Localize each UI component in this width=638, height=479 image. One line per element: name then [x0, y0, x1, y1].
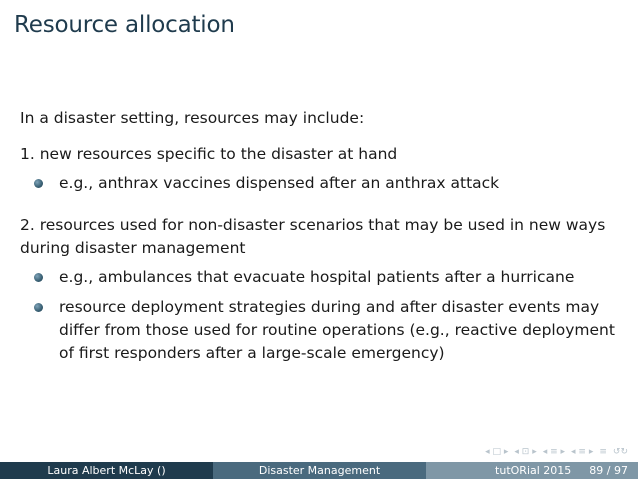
- nav-search-icon[interactable]: ↺↻: [612, 447, 628, 457]
- bullet-icon: [34, 273, 43, 282]
- bullet-icon: [34, 179, 43, 188]
- nav-align-icon[interactable]: ≡: [599, 447, 607, 457]
- bullet-text: e.g., anthrax vaccines dispensed after an anthrax attack: [59, 174, 500, 192]
- nav-slide-icon[interactable]: ◂ ≡ ▸: [571, 447, 594, 457]
- nav-frame-icon[interactable]: ◂ □ ▸: [485, 447, 509, 457]
- list-item-1: 1. new resources specific to the disaster at hand: [20, 145, 398, 163]
- bullet-item: [20, 266, 624, 289]
- bullet-item: [20, 172, 624, 195]
- list-item-2: 2. resources used for non-disaster scenarios that may be used in new ways during disaster management: [20, 216, 606, 257]
- slide-footer: [0, 462, 638, 479]
- bullet-item: [20, 296, 624, 365]
- slide-title: Resource allocation: [14, 12, 235, 38]
- nav-subsection-icon[interactable]: ◂ ⊡ ▸: [514, 447, 537, 457]
- footer-right: [426, 462, 638, 479]
- footer-venue: tutORial 2015: [495, 464, 572, 477]
- footer-short-title: Disaster Management: [213, 462, 426, 479]
- item1-bullets: [20, 172, 624, 195]
- bullet-text: e.g., ambulances that evacuate hospital patients after a hurricane: [59, 268, 575, 286]
- bullet-text: resource deployment strategies during and after disaster events may differ from those used for routine operations (e.g., reactive deployment of first responders after a large-scale emergency): [59, 298, 615, 362]
- footer-page-number: 89 / 97: [589, 464, 628, 477]
- nav-section-icon[interactable]: ◂ ≡ ▸: [542, 447, 566, 457]
- beamer-navigation[interactable]: [485, 447, 628, 457]
- item2-bullets: [20, 266, 624, 365]
- slide-body: [20, 107, 624, 372]
- bullet-icon: [34, 303, 43, 312]
- footer-author: Laura Albert McLay (): [0, 462, 213, 479]
- intro-text: In a disaster setting, resources may include:: [20, 109, 365, 127]
